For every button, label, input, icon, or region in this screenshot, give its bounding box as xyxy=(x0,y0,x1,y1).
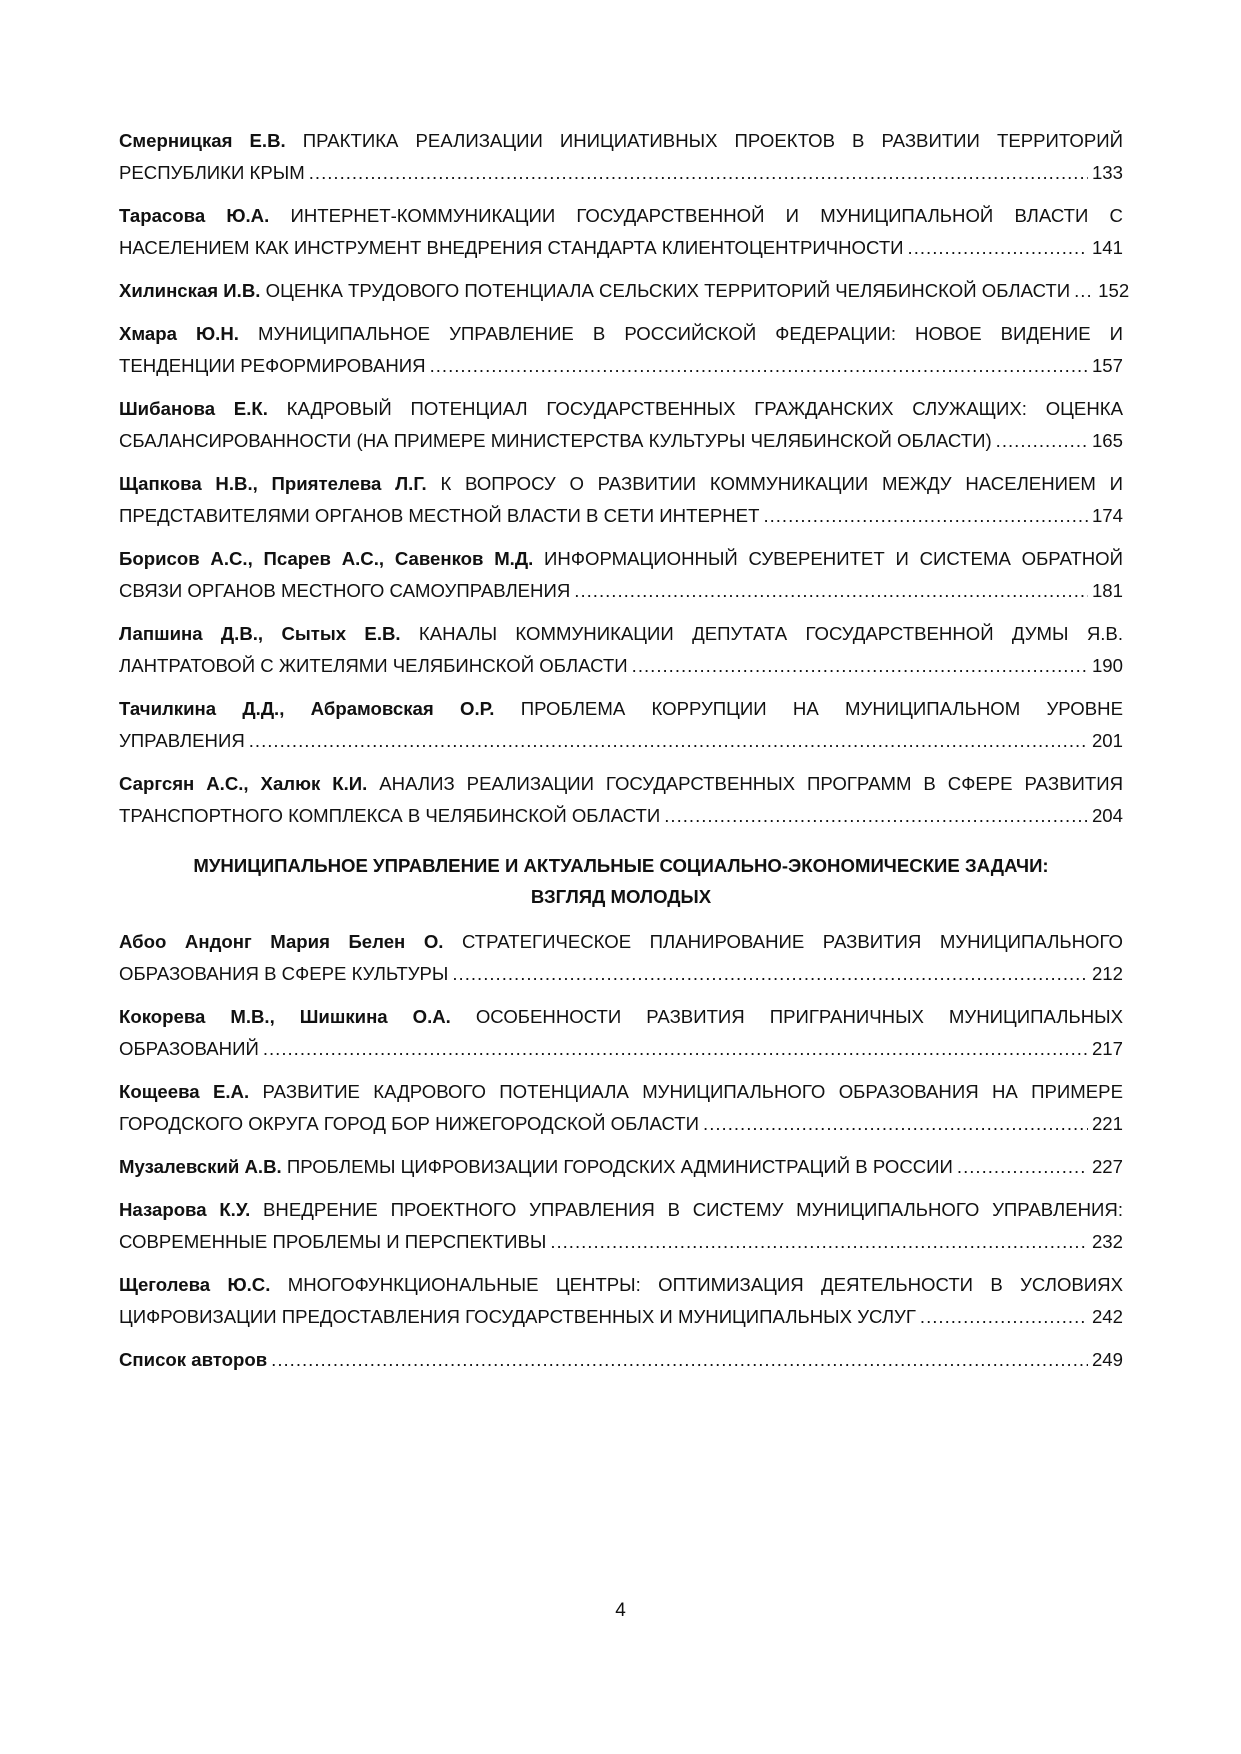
toc-entry-title-line1: АНАЛИЗ РЕАЛИЗАЦИИ ГОСУДАРСТВЕННЫХ ПРОГРАММ В СФЕРЕ РАЗВИТИЯ xyxy=(379,773,1123,794)
toc-entry-page-number: 227 xyxy=(1091,1156,1123,1177)
toc-entry-title-line1: КАДРОВЫЙ ПОТЕНЦИАЛ ГОСУДАРСТВЕННЫХ ГРАЖДАНСКИХ СЛУЖАЩИХ: ОЦЕНКА xyxy=(286,398,1123,419)
toc-entry-title-line2: ТЕНДЕНЦИИ РЕФОРМИРОВАНИЯ xyxy=(119,355,426,376)
toc-entry-authors: Хмара Ю.Н. xyxy=(119,323,239,344)
toc-entry-authors: Абоо Андонг Мария Белен О. xyxy=(119,931,444,952)
toc-entry-first-line xyxy=(119,926,1123,958)
toc-entry[interactable] xyxy=(119,543,1123,607)
dot-leader xyxy=(908,232,1088,264)
dot-leader xyxy=(249,725,1088,757)
toc-entry-first-line xyxy=(119,1194,1123,1226)
toc-entry-authors: Музалевский А.В. xyxy=(119,1156,282,1177)
toc-entry-page-number: 157 xyxy=(1091,355,1123,376)
toc-entry-title-line1: РАЗВИТИЕ КАДРОВОГО ПОТЕНЦИАЛА МУНИЦИПАЛЬНОГО ОБРАЗОВАНИЯ НА ПРИМЕРЕ xyxy=(262,1081,1123,1102)
toc-entry[interactable] xyxy=(119,393,1123,457)
toc-entry-title-line2: СБАЛАНСИРОВАННОСТИ (НА ПРИМЕРЕ МИНИСТЕРСТВА КУЛЬТУРЫ ЧЕЛЯБИНСКОЙ ОБЛАСТИ) xyxy=(119,430,992,451)
toc-entry-last-line xyxy=(119,1108,1123,1140)
toc-entry-title-line2: ТРАНСПОРТНОГО КОМПЛЕКСА В ЧЕЛЯБИНСКОЙ ОБЛАСТИ xyxy=(119,805,661,826)
dot-leader xyxy=(632,650,1088,682)
toc-entry-title-line1: ИНТЕРНЕТ-КОММУНИКАЦИИ ГОСУДАРСТВЕННОЙ И МУНИЦИПАЛЬНОЙ ВЛАСТИ С xyxy=(290,205,1123,226)
toc-entry-authors: Шибанова Е.К. xyxy=(119,398,268,419)
toc-entry-title-line1: К ВОПРОСУ О РАЗВИТИИ КОММУНИКАЦИИ МЕЖДУ НАСЕЛЕНИЕМ И xyxy=(440,473,1123,494)
toc-entry-title-line2: ГОРОДСКОГО ОКРУГА ГОРОД БОР НИЖЕГОРОДСКОЙ ОБЛАСТИ xyxy=(119,1113,700,1134)
toc-entry-last-line xyxy=(119,1226,1123,1258)
toc-entry-authors: Назарова К.У. xyxy=(119,1199,251,1220)
toc-entries-part1 xyxy=(119,125,1130,832)
toc-entry-authors: Кощеева Е.А. xyxy=(119,1081,250,1102)
section-title xyxy=(119,850,1123,912)
toc-entry-last-line xyxy=(119,275,1130,307)
toc-entry-authors: Тачилкина Д.Д., Абрамовская О.Р. xyxy=(119,698,495,719)
toc-entry[interactable] xyxy=(119,468,1123,532)
toc-entry[interactable] xyxy=(119,1344,1123,1376)
dot-leader xyxy=(664,800,1088,832)
toc-entry-page-number: 174 xyxy=(1091,505,1123,526)
toc-entry[interactable] xyxy=(119,200,1123,264)
dot-leader xyxy=(430,350,1088,382)
toc-entry-first-line xyxy=(119,1076,1123,1108)
toc-entry-title-line1: МУНИЦИПАЛЬНОЕ УПРАВЛЕНИЕ В РОССИЙСКОЙ ФЕДЕРАЦИИ: НОВОЕ ВИДЕНИЕ И xyxy=(257,323,1123,344)
toc-entry-page-number: 221 xyxy=(1091,1113,1123,1134)
toc-entry-title-line1: ПРОБЛЕМА КОРРУПЦИИ НА МУНИЦИПАЛЬНОМ УРОВНЕ xyxy=(520,698,1123,719)
toc-entry-first-line xyxy=(119,693,1123,725)
toc-entry-title-line2: ОЦЕНКА ТРУДОВОГО ПОТЕНЦИАЛА СЕЛЬСКИХ ТЕРРИТОРИЙ ЧЕЛЯБИНСКОЙ ОБЛАСТИ xyxy=(265,280,1071,301)
dot-leader xyxy=(574,575,1088,607)
toc-entry-last-line xyxy=(119,575,1123,607)
toc-entry-first-line xyxy=(119,468,1123,500)
toc-entry[interactable] xyxy=(119,618,1123,682)
dot-leader xyxy=(452,958,1088,990)
toc-entry-title-line1: ОСОБЕННОСТИ РАЗВИТИЯ ПРИГРАНИЧНЫХ МУНИЦИПАЛЬНЫХ xyxy=(475,1006,1123,1027)
toc-entry-page-number: 242 xyxy=(1091,1306,1123,1327)
toc-entry[interactable] xyxy=(119,1001,1123,1065)
dot-leader xyxy=(550,1226,1088,1258)
toc-entry-title-line1: ВНЕДРЕНИЕ ПРОЕКТНОГО УПРАВЛЕНИЯ В СИСТЕМУ МУНИЦИПАЛЬНОГО УПРАВЛЕНИЯ: xyxy=(263,1199,1123,1220)
toc-entry[interactable] xyxy=(119,1269,1123,1333)
toc-entry-title-line1: СТРАТЕГИЧЕСКОЕ ПЛАНИРОВАНИЕ РАЗВИТИЯ МУНИЦИПАЛЬНОГО xyxy=(461,931,1123,952)
toc-entry-page-number: 181 xyxy=(1091,580,1123,601)
toc-entry-page-number: 249 xyxy=(1091,1349,1123,1370)
table-of-contents xyxy=(119,125,1130,1387)
toc-entry[interactable] xyxy=(119,1151,1123,1183)
toc-entry-last-line xyxy=(119,1033,1123,1065)
toc-entry-authors: Кокорева М.В., Шишкина О.А. xyxy=(119,1006,451,1027)
dot-leader xyxy=(1074,275,1094,307)
toc-entry-last-line xyxy=(119,1344,1123,1376)
toc-entry-title-line1: КАНАЛЫ КОММУНИКАЦИИ ДЕПУТАТА ГОСУДАРСТВЕННОЙ ДУМЫ Я.В. xyxy=(418,623,1123,644)
toc-entry-first-line xyxy=(119,618,1123,650)
section-title-line2: ВЗГЛЯД МОЛОДЫХ xyxy=(530,886,712,907)
page-number: 4 xyxy=(615,1600,626,1621)
toc-entry-last-line xyxy=(119,350,1123,382)
toc-entry-title-line2: ОБРАЗОВАНИЯ В СФЕРЕ КУЛЬТУРЫ xyxy=(119,963,449,984)
toc-entry-page-number: 152 xyxy=(1098,280,1130,301)
toc-entry-authors: Щеголева Ю.С. xyxy=(119,1274,271,1295)
toc-entries-part2 xyxy=(119,926,1123,1376)
toc-entry-first-line xyxy=(119,543,1123,575)
toc-entry-title-line2: ЛАНТРАТОВОЙ С ЖИТЕЛЯМИ ЧЕЛЯБИНСКОЙ ОБЛАСТИ xyxy=(119,655,628,676)
toc-entry-authors: Список авторов xyxy=(119,1349,268,1370)
toc-entry[interactable] xyxy=(119,768,1123,832)
toc-entry-last-line xyxy=(119,650,1123,682)
toc-entry-last-line xyxy=(119,1301,1123,1333)
toc-entry-title-line1: МНОГОФУНКЦИОНАЛЬНЫЕ ЦЕНТРЫ: ОПТИМИЗАЦИЯ ДЕЯТЕЛЬНОСТИ В УСЛОВИЯХ xyxy=(287,1274,1123,1295)
toc-entry-authors: Щапкова Н.В., Приятелева Л.Г. xyxy=(119,473,427,494)
toc-entry-title-line2: СОВРЕМЕННЫЕ ПРОБЛЕМЫ И ПЕРСПЕКТИВЫ xyxy=(119,1231,547,1252)
toc-entry-last-line xyxy=(119,232,1123,264)
toc-entry-title-line1: ПРАКТИКА РЕАЛИЗАЦИИ ИНИЦИАТИВНЫХ ПРОЕКТОВ В РАЗВИТИИ ТЕРРИТОРИЙ xyxy=(302,130,1124,151)
toc-entry-title-line2: ОБРАЗОВАНИЙ xyxy=(119,1038,259,1059)
toc-entry-authors: Смерницкая Е.В. xyxy=(119,130,286,151)
dot-leader xyxy=(763,500,1088,532)
toc-entry-authors: Лапшина Д.В., Сытых Е.В. xyxy=(119,623,401,644)
toc-entry[interactable] xyxy=(119,1076,1123,1140)
toc-entry[interactable] xyxy=(119,693,1123,757)
toc-entry-authors: Борисов А.С., Псарев А.С., Савенков М.Д. xyxy=(119,548,534,569)
toc-entry-page-number: 212 xyxy=(1091,963,1123,984)
dot-leader xyxy=(309,157,1088,189)
toc-entry-title-line2: УПРАВЛЕНИЯ xyxy=(119,730,245,751)
dot-leader xyxy=(957,1151,1088,1183)
toc-entry-first-line xyxy=(119,393,1123,425)
toc-entry-title-line2: ПРЕДСТАВИТЕЛЯМИ ОРГАНОВ МЕСТНОЙ ВЛАСТИ В СЕТИ ИНТЕРНЕТ xyxy=(119,505,760,526)
toc-entry-page-number: 165 xyxy=(1091,430,1123,451)
toc-entry-first-line xyxy=(119,768,1123,800)
toc-entry-last-line xyxy=(119,725,1123,757)
toc-entry[interactable] xyxy=(119,125,1123,189)
toc-entry-title-line2: ПРОБЛЕМЫ ЦИФРОВИЗАЦИИ ГОРОДСКИХ АДМИНИСТРАЦИЙ В РОССИИ xyxy=(286,1156,953,1177)
toc-entry-page-number: 232 xyxy=(1091,1231,1123,1252)
dot-leader xyxy=(920,1301,1088,1333)
toc-entry-first-line xyxy=(119,1001,1123,1033)
toc-entry-title-line2: ЦИФРОВИЗАЦИИ ПРЕДОСТАВЛЕНИЯ ГОСУДАРСТВЕННЫХ И МУНИЦИПАЛЬНЫХ УСЛУГ xyxy=(119,1306,916,1327)
dot-leader xyxy=(271,1344,1088,1376)
toc-entry-last-line xyxy=(119,958,1123,990)
toc-entry-title-line2: СВЯЗИ ОРГАНОВ МЕСТНОГО САМОУПРАВЛЕНИЯ xyxy=(119,580,571,601)
dot-leader xyxy=(263,1033,1088,1065)
dot-leader xyxy=(703,1108,1088,1140)
toc-entry-last-line xyxy=(119,157,1123,189)
toc-entry-authors: Тарасова Ю.А. xyxy=(119,205,270,226)
toc-entry[interactable] xyxy=(119,318,1123,382)
toc-entry-first-line xyxy=(119,318,1123,350)
toc-entry-page-number: 190 xyxy=(1091,655,1123,676)
toc-entry-authors: Хилинская И.В. xyxy=(119,280,261,301)
toc-entry-page-number: 141 xyxy=(1091,237,1123,258)
toc-entry-last-line xyxy=(119,1151,1123,1183)
toc-entry[interactable] xyxy=(119,926,1123,990)
toc-entry-first-line xyxy=(119,200,1123,232)
toc-entry-title-line1: ИНФОРМАЦИОННЫЙ СУВЕРЕНИТЕТ И СИСТЕМА ОБРАТНОЙ xyxy=(544,548,1123,569)
toc-entry-authors: Саргсян А.С., Халюк К.И. xyxy=(119,773,368,794)
toc-entry-page-number: 133 xyxy=(1091,162,1123,183)
toc-entry-page-number: 201 xyxy=(1091,730,1123,751)
section-title-line1: МУНИЦИПАЛЬНОЕ УПРАВЛЕНИЕ И АКТУАЛЬНЫЕ СОЦИАЛЬНО-ЭКОНОМИЧЕСКИЕ ЗАДАЧИ: xyxy=(193,855,1049,876)
toc-entry[interactable] xyxy=(119,1194,1123,1258)
dot-leader xyxy=(996,425,1088,457)
toc-entry-title-line2: РЕСПУБЛИКИ КРЫМ xyxy=(119,162,305,183)
toc-entry-last-line xyxy=(119,425,1123,457)
toc-entry-last-line xyxy=(119,800,1123,832)
toc-entry-title-line2: НАСЕЛЕНИЕМ КАК ИНСТРУМЕНТ ВНЕДРЕНИЯ СТАНДАРТА КЛИЕНТОЦЕНТРИЧНОСТИ xyxy=(119,237,904,258)
toc-entry-page-number: 204 xyxy=(1091,805,1123,826)
toc-entry-first-line xyxy=(119,125,1123,157)
toc-entry-last-line xyxy=(119,500,1123,532)
toc-entry-first-line xyxy=(119,1269,1123,1301)
toc-entry-page-number: 217 xyxy=(1091,1038,1123,1059)
toc-entry[interactable] xyxy=(119,275,1130,307)
